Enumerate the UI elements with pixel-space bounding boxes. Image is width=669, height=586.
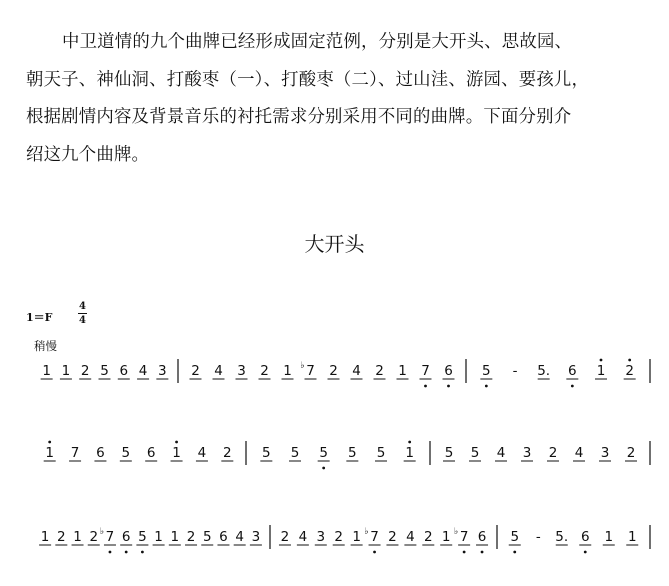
score-note: 5 [202, 529, 212, 545]
score-note: 2 [625, 363, 634, 379]
score-note: 1 [604, 529, 614, 545]
score-note: 3 [316, 529, 326, 545]
score-note: 6 [146, 445, 156, 461]
score-note: 7 [421, 363, 430, 379]
score-note: 4 [298, 529, 308, 545]
score-note: 5. [555, 529, 569, 545]
octave-dot-below [513, 551, 516, 554]
score-note: 2 [260, 363, 269, 379]
score-note: 2 [329, 363, 338, 379]
score-note: 7 [70, 445, 80, 461]
flat-sign: ♭ [454, 527, 459, 537]
score-note: 5 [100, 363, 109, 379]
score-note: 4 [197, 445, 207, 461]
score-note: 4 [496, 445, 506, 461]
score-note: 3 [522, 445, 532, 461]
score-note: 7 [105, 529, 115, 545]
score-note: 6 [96, 445, 105, 461]
score-note: 2 [548, 445, 558, 461]
score-note: 1 [172, 445, 181, 461]
score-note: 5. [537, 363, 551, 379]
score-note: 2 [375, 363, 384, 379]
octave-dot-below [125, 551, 128, 554]
octave-dot-below [571, 385, 574, 388]
score-note: 5 [482, 363, 491, 379]
score-note: 6 [568, 363, 577, 379]
score-note: 2 [388, 529, 397, 545]
score-note: 5 [290, 445, 300, 461]
score-note: 1 [441, 529, 451, 545]
score-note: 5 [510, 529, 520, 545]
octave-dot-below [481, 551, 484, 554]
score-note: 1 [170, 529, 180, 545]
key-signature: 1＝F [26, 311, 53, 324]
score-note: 1 [405, 445, 414, 461]
octave-dot-below [584, 551, 587, 554]
score-note: 1 [283, 363, 292, 379]
score-note: 7 [306, 363, 315, 379]
flat-sign: ♭ [99, 527, 105, 537]
score-note: 1 [45, 445, 54, 461]
octave-dot-above [408, 441, 411, 444]
score-note: 1 [352, 529, 361, 545]
score-note: 2 [626, 445, 636, 461]
score-note: 1 [40, 529, 50, 545]
score-note: 2 [191, 363, 200, 379]
octave-dot-below [447, 385, 450, 388]
score-note: 6 [219, 529, 228, 545]
score-note: 5 [138, 529, 147, 545]
score-note: 4 [574, 445, 584, 461]
score-note: 7 [459, 529, 469, 545]
score-note: 4 [235, 529, 244, 545]
time-signature-top: 4 [79, 301, 86, 312]
score-note: 2 [89, 529, 99, 545]
score-note: 6 [477, 529, 487, 545]
tempo-marking: 稍慢 [34, 339, 57, 353]
score-note: 2 [186, 529, 196, 545]
score-note: 2 [57, 529, 66, 545]
score-note: 5 [470, 445, 480, 461]
score-note: 2 [80, 363, 90, 379]
score-note: 6 [580, 529, 590, 545]
score-note: 4 [214, 363, 223, 379]
score-title: 大开头 [304, 232, 365, 256]
score-note: 4 [406, 529, 415, 545]
score-note: 5 [376, 445, 386, 461]
score-note: 4 [138, 363, 148, 379]
score-note: 3 [600, 445, 610, 461]
paragraph-line-1: 中卫道情的九个曲牌已经形成固定范例，分别是大开头、思故园、 [62, 32, 573, 52]
paragraph-line-4: 绍这九个曲牌。 [26, 144, 150, 165]
score-note: 5 [121, 445, 131, 461]
flat-sign: ♭ [300, 361, 305, 371]
score-note: 2 [423, 529, 433, 545]
score-note: 1 [73, 529, 82, 545]
octave-dot-below [141, 551, 144, 554]
octave-dot-above [48, 441, 51, 444]
octave-dot-below [109, 551, 112, 554]
time-signature-bottom: 4 [79, 315, 86, 326]
paragraph-line-3: 根据剧情内容及背景音乐的衬托需求分别采用不同的曲牌。下面分别介 [26, 107, 572, 127]
score-note: 1 [42, 363, 51, 379]
score-note: 5 [262, 445, 271, 461]
score-note: 2 [334, 529, 344, 545]
score-note: 6 [121, 529, 131, 545]
score-note: 2 [280, 529, 290, 545]
octave-dot-above [175, 441, 178, 444]
octave-dot-above [600, 359, 603, 362]
score-note: 5 [319, 445, 328, 461]
octave-dot-above [628, 359, 631, 362]
octave-dot-below [322, 467, 325, 470]
paragraph-line-2: 朝天子、神仙洞、打酸枣（一）、打酸枣（二）、过山洼、游园、要孩儿， [26, 69, 590, 90]
score-note: - [535, 529, 541, 545]
score-note: 1 [627, 529, 637, 545]
octave-dot-below [485, 385, 488, 388]
score-note: 1 [398, 363, 407, 379]
score-note: 3 [251, 529, 261, 545]
score-note: 6 [119, 363, 129, 379]
flat-sign: ♭ [364, 527, 369, 537]
score-note: 4 [352, 363, 361, 379]
score-note: 1 [61, 363, 71, 379]
score-note: 2 [223, 445, 232, 461]
score-note: 1 [154, 529, 163, 545]
score-note: 5 [348, 445, 357, 461]
score-note: 1 [596, 363, 606, 379]
octave-dot-below [424, 385, 427, 388]
octave-dot-below [373, 551, 376, 554]
score-note: - [512, 363, 518, 379]
score-note: 5 [444, 445, 454, 461]
octave-dot-below [463, 551, 466, 554]
score-note: 7 [370, 529, 379, 545]
score-note: 3 [158, 363, 167, 379]
score-note: 6 [444, 363, 453, 379]
score-note: 3 [237, 363, 246, 379]
